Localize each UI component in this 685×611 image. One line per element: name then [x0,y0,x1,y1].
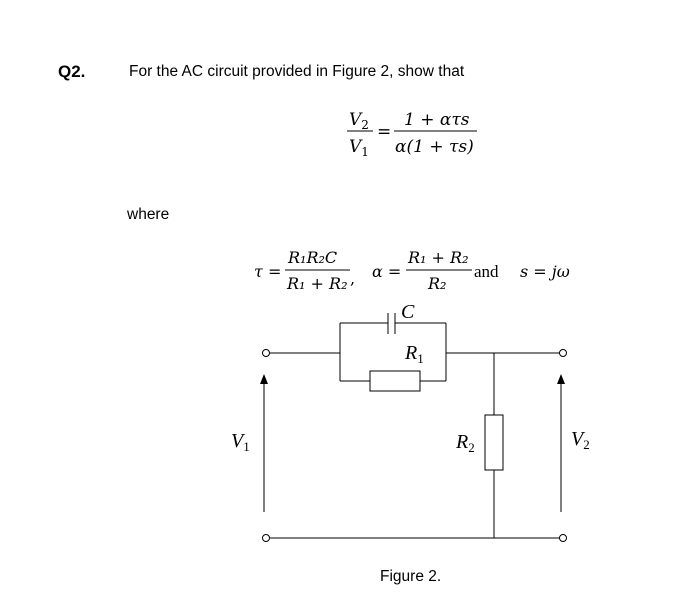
terminal-top-right [560,350,567,357]
definition-comma: , [350,269,356,288]
v2-arrowhead [557,374,565,384]
v1-arrowhead [260,374,268,384]
s-definition: s = jω [520,262,570,281]
lhs-numerator: $V_2$ [349,110,369,132]
definitions [254,248,570,293]
and-word: and [474,262,499,281]
tau-numerator: R₁R₂C [288,248,338,267]
question-number: Q2. [58,62,86,81]
main-equation [347,110,477,159]
v1-label: $V_1$ [231,430,250,454]
where-label: where [127,206,170,223]
r2-resistor [485,415,503,470]
alpha-symbol: α = [372,262,402,281]
capacitor-label: C [401,301,415,323]
question-text: For the AC circuit provided in Figure 2, show that [129,63,465,80]
figure-caption: Figure 2. [380,568,442,585]
v2-label: $V_2$ [571,428,590,452]
terminal-bottom-left [263,535,270,542]
r1-resistor [370,371,420,391]
main-equals: = [377,122,392,142]
alpha-denominator: R₂ [428,274,447,293]
rhs-denominator: α(1 + τs) [395,137,474,157]
terminal-top-left [263,350,270,357]
r2-label: $R_2$ [456,431,475,455]
tau-symbol: τ = [254,262,282,281]
lhs-denominator: $V_1$ [349,137,369,159]
tau-denominator: R₁ + R₂ [287,274,348,293]
alpha-numerator: R₁ + R₂ [408,248,469,267]
rhs-numerator: 1 + ατs [404,110,470,130]
r1-label: $R_1$ [405,342,424,366]
terminal-bottom-right [560,535,567,542]
